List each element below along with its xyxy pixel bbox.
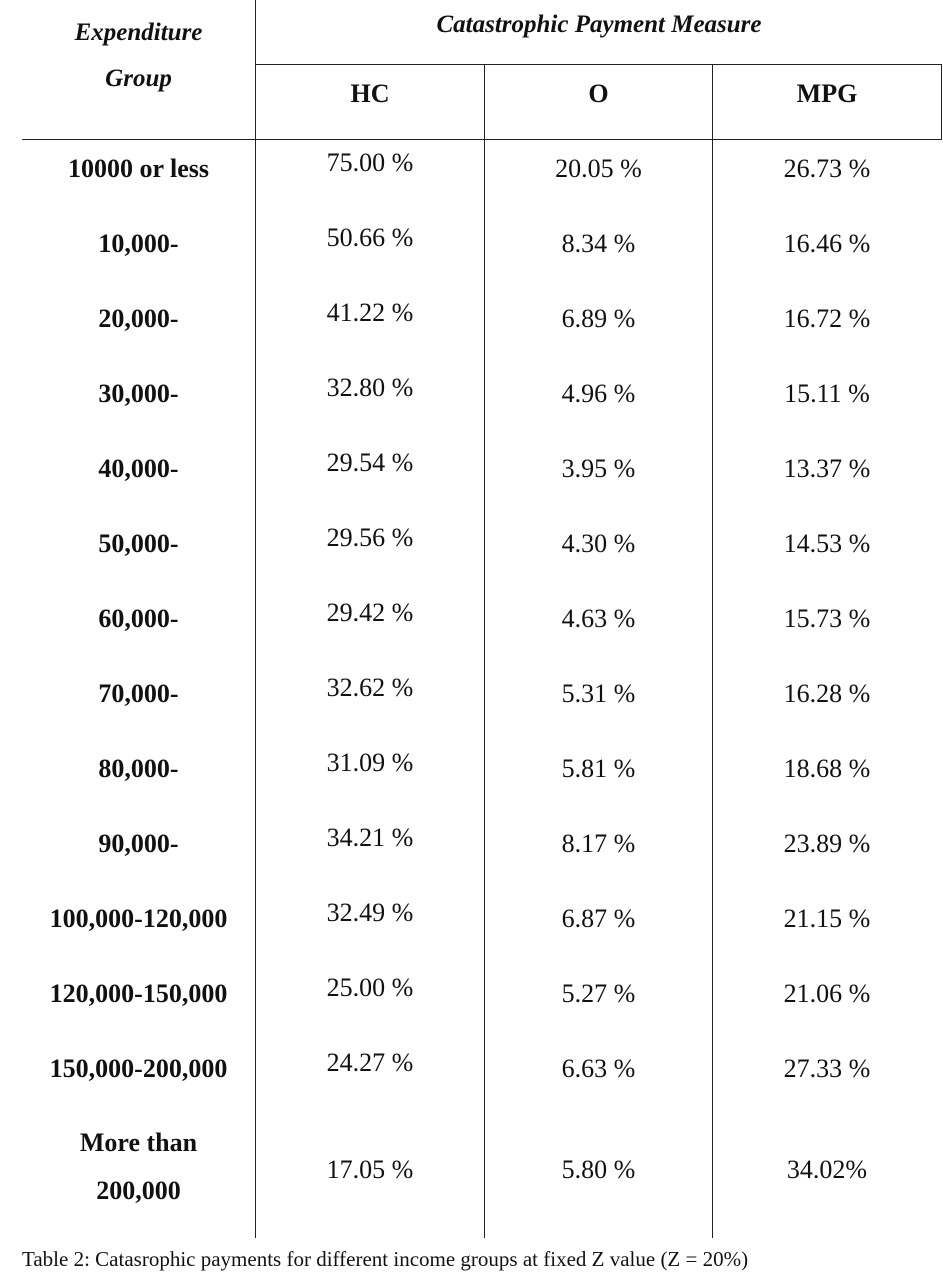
mpg-cell: 16.46 % — [783, 229, 871, 258]
mpg-cell: 15.73 % — [783, 604, 871, 633]
o-cell: 5.31 % — [561, 679, 636, 708]
mpg-cell: 23.89 % — [783, 829, 871, 858]
o-cell: 5.80 % — [561, 1155, 636, 1184]
hc-cell: 41.22 % — [326, 298, 414, 327]
table-row — [22, 290, 942, 365]
table-row — [22, 890, 942, 965]
hc-cell: 25.00 % — [326, 973, 414, 1002]
group-cell: 70,000- — [98, 679, 179, 708]
group-cell: 30,000- — [98, 379, 179, 408]
hc-cell: 32.80 % — [326, 373, 414, 402]
group-cell: 100,000-120,000 — [49, 904, 228, 933]
catastrophic-payment-measure-header: Catastrophic Payment Measure — [436, 11, 762, 38]
table-row — [22, 140, 942, 215]
o-cell: 6.87 % — [561, 904, 636, 933]
mpg-cell: 13.37 % — [783, 454, 871, 483]
header-line: Group — [105, 65, 172, 92]
hc-cell: 29.56 % — [326, 523, 414, 552]
table-row — [22, 365, 942, 440]
table-caption: Table 2: Catasrophic payments for different income groups at fixed Z value (Z = 20%) — [22, 1247, 749, 1271]
group-cell: 10,000- — [98, 229, 179, 258]
table-rule-vertical — [941, 65, 942, 139]
mpg-cell: 15.11 % — [784, 379, 870, 408]
column-header-hc: HC — [350, 79, 390, 108]
mpg-cell: 21.06 % — [783, 979, 871, 1008]
o-cell: 6.63 % — [561, 1054, 636, 1083]
table-row — [22, 515, 942, 590]
column-header-mpg: MPG — [796, 79, 858, 108]
o-cell: 5.81 % — [561, 754, 636, 783]
table-row — [22, 215, 942, 290]
table-row — [22, 590, 942, 665]
hc-cell: 32.49 % — [326, 898, 414, 927]
o-cell: 8.17 % — [561, 829, 636, 858]
o-cell: 6.89 % — [561, 304, 636, 333]
table-row — [22, 965, 942, 1040]
hc-cell: 29.42 % — [326, 598, 414, 627]
column-header-o: O — [588, 79, 609, 108]
o-cell: 4.30 % — [561, 529, 636, 558]
hc-cell: 50.66 % — [326, 223, 414, 252]
expenditure-group-header — [22, 10, 255, 102]
group-cell: 20,000- — [98, 304, 179, 333]
header-line: Expenditure — [74, 19, 203, 46]
group-cell: 10000 or less — [67, 154, 210, 183]
hc-cell: 75.00 % — [326, 148, 414, 177]
hc-cell: 34.21 % — [326, 823, 414, 852]
o-cell: 4.96 % — [561, 379, 636, 408]
group-cell-line: 200,000 — [96, 1176, 181, 1205]
mpg-cell: 14.53 % — [783, 529, 871, 558]
mpg-cell: 16.72 % — [783, 304, 871, 333]
group-cell: 60,000- — [98, 604, 179, 633]
table-body — [22, 140, 942, 1215]
group-cell: 80,000- — [98, 754, 179, 783]
table-row — [22, 1115, 942, 1215]
mpg-cell: 21.15 % — [783, 904, 871, 933]
table-row — [22, 1040, 942, 1115]
mpg-cell: 18.68 % — [783, 754, 871, 783]
group-cell: 150,000-200,000 — [49, 1054, 228, 1083]
group-cell: 40,000- — [98, 454, 179, 483]
hc-cell: 31.09 % — [326, 748, 414, 777]
table-row — [22, 740, 942, 815]
hc-cell: 32.62 % — [326, 673, 414, 702]
mpg-cell: 27.33 % — [783, 1054, 871, 1083]
o-cell: 4.63 % — [561, 604, 636, 633]
o-cell: 3.95 % — [561, 454, 636, 483]
table-row — [22, 815, 942, 890]
o-cell: 20.05 % — [555, 154, 642, 183]
hc-cell: 24.27 % — [326, 1048, 414, 1077]
hc-cell: 17.05 % — [326, 1155, 414, 1184]
mpg-cell: 16.28 % — [783, 679, 871, 708]
group-cell-line: More than — [79, 1128, 198, 1157]
group-cell: 90,000- — [98, 829, 179, 858]
table-row — [22, 440, 942, 515]
mpg-cell: 34.02% — [786, 1155, 868, 1184]
mpg-cell: 26.73 % — [783, 154, 871, 183]
table-row — [22, 665, 942, 740]
group-cell: 120,000-150,000 — [49, 979, 228, 1008]
group-cell: 50,000- — [98, 529, 179, 558]
o-cell: 5.27 % — [561, 979, 636, 1008]
hc-cell: 29.54 % — [326, 448, 414, 477]
group-cell — [22, 1115, 255, 1215]
o-cell: 8.34 % — [561, 229, 636, 258]
